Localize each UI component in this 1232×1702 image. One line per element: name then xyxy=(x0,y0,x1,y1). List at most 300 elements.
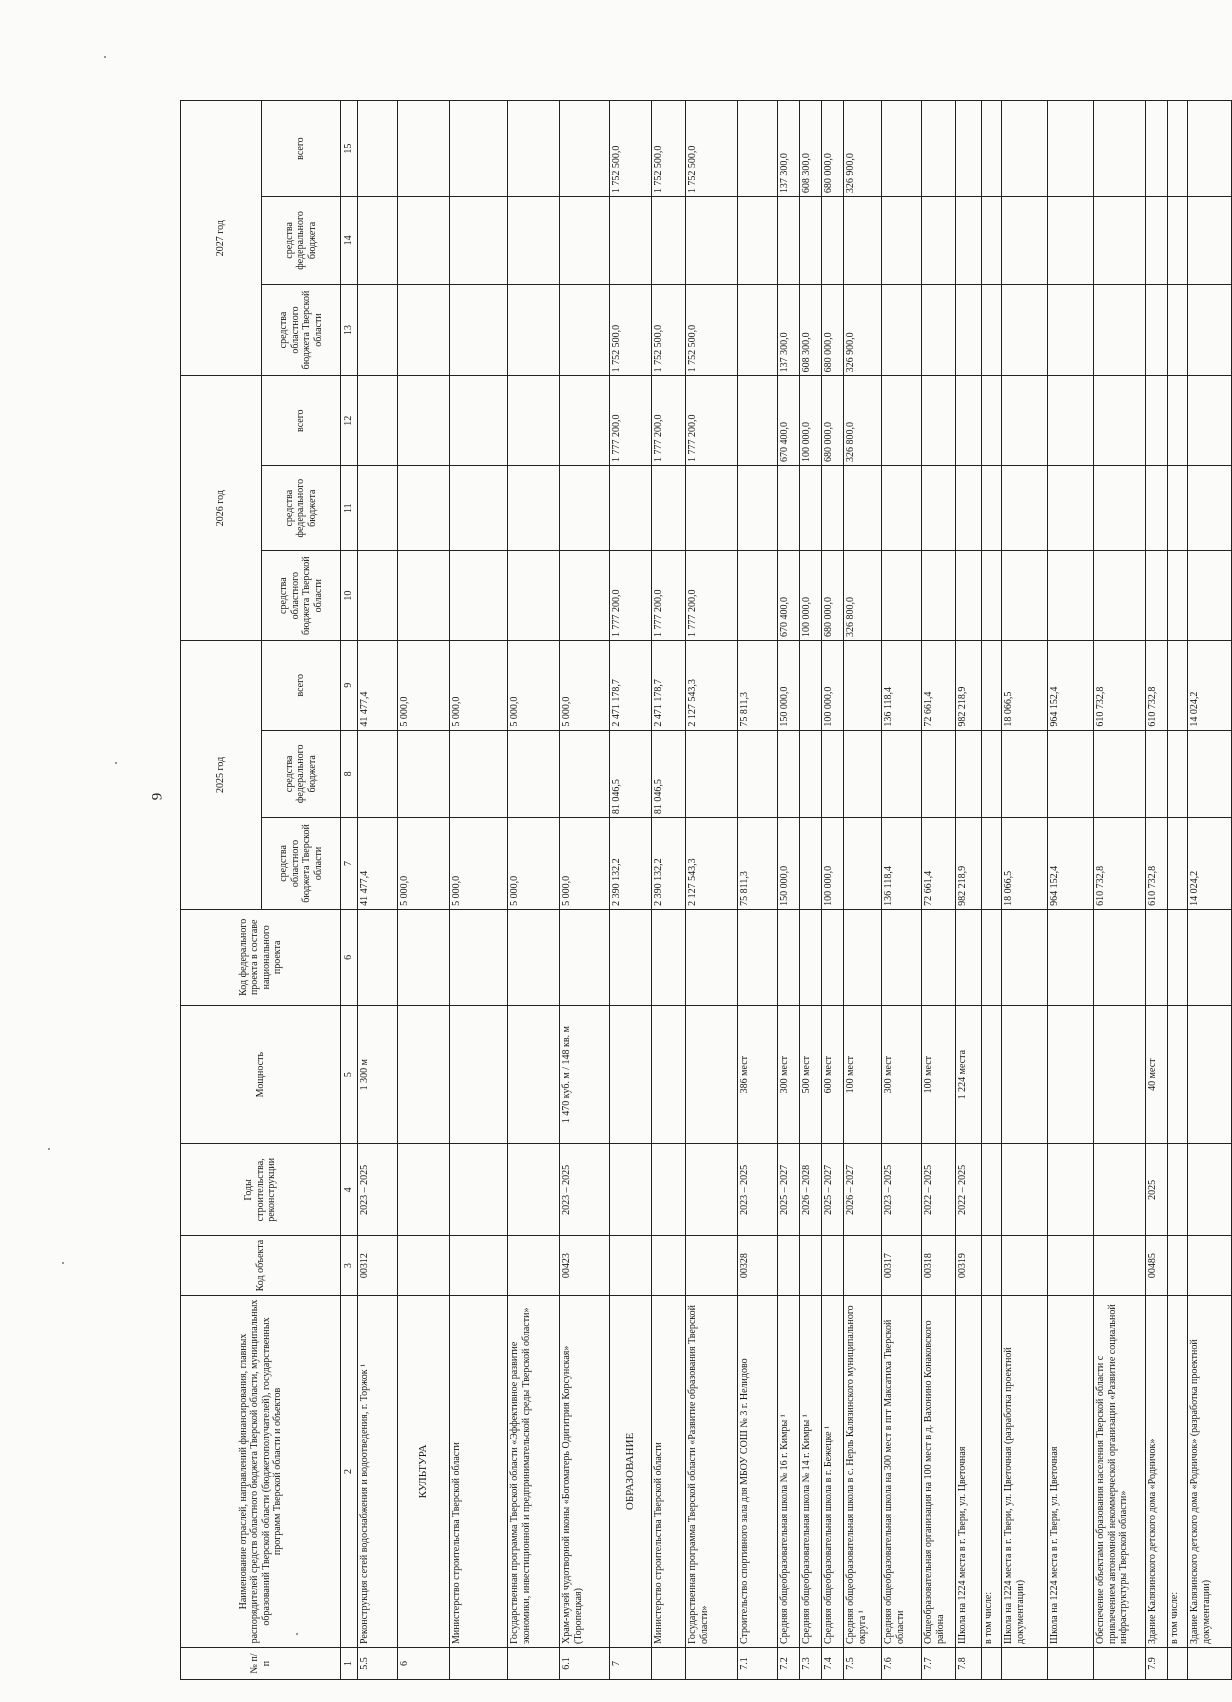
row-capacity: 600 мест xyxy=(822,1005,844,1144)
row-2026-federal xyxy=(450,466,508,551)
row-years xyxy=(610,1144,652,1236)
row-2027-regional: 137 300,0 xyxy=(778,284,800,376)
row-name: Здание Калязинского детского дома «Родничок» (разработка проектной документации) xyxy=(1188,1295,1232,1647)
row-capacity xyxy=(1048,1005,1094,1144)
row-capacity xyxy=(1188,1005,1232,1144)
row-2026-total xyxy=(1094,376,1146,466)
row-2027-federal xyxy=(398,197,450,284)
row-2025-total: 18 066,5 xyxy=(1002,640,1048,730)
row-name: Здание Калязинского детского дома «Родничок» xyxy=(1146,1295,1168,1647)
row-name: Строительство спортивного зала для МБОУ СОШ № 3 г. Нелидово xyxy=(738,1295,778,1647)
row-fed-project-code xyxy=(1002,909,1048,1005)
header-2026-regional: средства областного бюджета Тверской области xyxy=(262,551,341,641)
row-object-code xyxy=(1048,1236,1094,1296)
row-years: 2023 – 2025 xyxy=(738,1144,778,1236)
row-2027-regional xyxy=(1146,284,1168,376)
row-number xyxy=(1094,1648,1146,1680)
scan-speck xyxy=(104,56,106,58)
row-fed-project-code xyxy=(1168,909,1188,1005)
table-body xyxy=(358,101,1232,1680)
row-2026-federal xyxy=(1048,466,1094,551)
row-2026-total xyxy=(1002,376,1048,466)
row-2026-federal xyxy=(508,466,560,551)
row-2027-federal xyxy=(450,197,508,284)
row-2026-federal xyxy=(822,466,844,551)
header-year-2027: 2027 год xyxy=(181,101,262,376)
column-number: 12 xyxy=(341,376,358,466)
row-2025-total xyxy=(800,640,822,730)
table-row xyxy=(1188,101,1232,1680)
table-row xyxy=(822,101,844,1680)
row-2026-regional xyxy=(1146,551,1168,641)
row-object-code xyxy=(778,1236,800,1296)
row-2025-total: 150 000,0 xyxy=(778,640,800,730)
row-2027-regional xyxy=(738,284,778,376)
row-capacity: 1 300 м xyxy=(358,1005,398,1144)
table-row xyxy=(982,101,1002,1680)
row-capacity xyxy=(686,1005,738,1144)
table-header-row xyxy=(181,101,262,1680)
column-numbers-row xyxy=(341,101,358,1680)
row-2027-total xyxy=(450,101,508,197)
row-fed-project-code xyxy=(1188,909,1232,1005)
row-years: 2023 – 2025 xyxy=(560,1144,610,1236)
row-2027-federal xyxy=(610,197,652,284)
column-number: 7 xyxy=(341,818,358,910)
row-2027-total xyxy=(922,101,956,197)
row-years xyxy=(1002,1144,1048,1236)
row-2027-total xyxy=(508,101,560,197)
row-object-code: 00423 xyxy=(560,1236,610,1296)
row-2026-regional: 1 777 200,0 xyxy=(686,551,738,641)
row-2025-total: 5 000,0 xyxy=(560,640,610,730)
row-2027-regional: 608 300,0 xyxy=(800,284,822,376)
row-object-code xyxy=(844,1236,882,1296)
row-2025-total: 5 000,0 xyxy=(450,640,508,730)
row-2026-regional: 326 800,0 xyxy=(844,551,882,641)
row-2027-federal xyxy=(882,197,922,284)
row-2026-total xyxy=(358,376,398,466)
row-2025-federal xyxy=(922,730,956,817)
row-2026-federal xyxy=(800,466,822,551)
row-years xyxy=(1168,1144,1188,1236)
row-2026-regional: 680 000,0 xyxy=(822,551,844,641)
row-object-code xyxy=(822,1236,844,1296)
row-2026-federal xyxy=(610,466,652,551)
row-2025-total: 610 732,8 xyxy=(1146,640,1168,730)
header-object-code: Код объекта xyxy=(181,1236,341,1296)
row-object-code xyxy=(1002,1236,1048,1296)
column-number: 15 xyxy=(341,101,358,197)
header-year-2026: 2026 год xyxy=(181,376,262,641)
row-years: 2022 – 2025 xyxy=(922,1144,956,1236)
row-years: 2025 – 2027 xyxy=(822,1144,844,1236)
row-2027-federal xyxy=(560,197,610,284)
row-number xyxy=(1168,1648,1188,1680)
row-years xyxy=(1094,1144,1146,1236)
row-object-code xyxy=(450,1236,508,1296)
row-2025-total xyxy=(1168,640,1188,730)
table-row xyxy=(398,101,450,1680)
scan-speck xyxy=(115,762,117,764)
row-2027-regional xyxy=(508,284,560,376)
row-name: Министерство строительства Тверской области xyxy=(652,1295,686,1647)
row-2027-regional xyxy=(922,284,956,376)
row-2027-total xyxy=(1094,101,1146,197)
table-row xyxy=(844,101,882,1680)
table-row xyxy=(956,101,982,1680)
table-row xyxy=(652,101,686,1680)
table-row xyxy=(358,101,398,1680)
row-2025-total: 72 661,4 xyxy=(922,640,956,730)
row-2025-federal xyxy=(398,730,450,817)
row-2025-federal xyxy=(778,730,800,817)
row-2027-federal xyxy=(738,197,778,284)
row-number: 7.6 xyxy=(882,1648,922,1680)
row-name: Средняя общеобразовательная школа в с. Нерль Калязинского муниципального округа ¹ xyxy=(844,1295,882,1647)
row-fed-project-code xyxy=(450,909,508,1005)
row-name: Средняя общеобразовательная школа № 14 г. Кимры ¹ xyxy=(800,1295,822,1647)
row-number: 7.7 xyxy=(922,1648,956,1680)
row-2026-regional: 670 400,0 xyxy=(778,551,800,641)
row-2026-federal xyxy=(398,466,450,551)
row-name: Средняя общеобразовательная школа № 16 г. Кимры ¹ xyxy=(778,1295,800,1647)
row-2027-regional xyxy=(1094,284,1146,376)
column-number: 10 xyxy=(341,551,358,641)
row-2025-federal xyxy=(982,730,1002,817)
row-capacity xyxy=(1168,1005,1188,1144)
row-name: ОБРАЗОВАНИЕ xyxy=(610,1295,652,1647)
row-2027-total: 680 000,0 xyxy=(822,101,844,197)
row-2027-total xyxy=(1188,101,1232,197)
row-2026-total xyxy=(450,376,508,466)
row-2026-regional xyxy=(398,551,450,641)
row-object-code xyxy=(800,1236,822,1296)
row-2025-total: 2 471 178,7 xyxy=(652,640,686,730)
row-2025-federal: 81 046,5 xyxy=(652,730,686,817)
row-fed-project-code xyxy=(982,909,1002,1005)
row-number: 7.3 xyxy=(800,1648,822,1680)
row-2025-total: 2 471 178,7 xyxy=(610,640,652,730)
header-2027-federal: средства федерального бюджета xyxy=(262,197,341,284)
column-number: 13 xyxy=(341,284,358,376)
row-number: 5.5 xyxy=(358,1648,398,1680)
header-no: № п/п xyxy=(181,1648,341,1680)
row-2026-federal xyxy=(1146,466,1168,551)
row-2027-federal xyxy=(1168,197,1188,284)
row-name: Государственная программа Тверской области «Эффективное развитие экономики, инвестиционной и предпринимательской среды Тверской области» xyxy=(508,1295,560,1647)
row-2026-total xyxy=(1188,376,1232,466)
row-object-code xyxy=(1168,1236,1188,1296)
row-object-code xyxy=(982,1236,1002,1296)
row-2027-regional: 1 752 500,0 xyxy=(652,284,686,376)
row-2025-total: 610 732,8 xyxy=(1094,640,1146,730)
row-2027-federal xyxy=(778,197,800,284)
row-2025-federal xyxy=(822,730,844,817)
header-2025-total: всего xyxy=(262,640,341,730)
row-2025-regional: 5 000,0 xyxy=(508,818,560,910)
row-fed-project-code xyxy=(844,909,882,1005)
row-2025-federal xyxy=(1146,730,1168,817)
row-fed-project-code xyxy=(822,909,844,1005)
row-2025-regional: 982 218,9 xyxy=(956,818,982,910)
table-row xyxy=(508,101,560,1680)
row-capacity: 40 мест xyxy=(1146,1005,1168,1144)
row-2026-federal xyxy=(1094,466,1146,551)
row-object-code xyxy=(610,1236,652,1296)
table-row xyxy=(1048,101,1094,1680)
row-2026-total xyxy=(882,376,922,466)
row-2025-federal: 81 046,5 xyxy=(610,730,652,817)
row-2026-total: 100 000,0 xyxy=(800,376,822,466)
row-2026-federal xyxy=(778,466,800,551)
row-2025-federal xyxy=(1048,730,1094,817)
row-name: Школа на 1224 места в г. Твери, ул. Цветочная (разработка проектной документации) xyxy=(1002,1295,1048,1647)
row-object-code: 00319 xyxy=(956,1236,982,1296)
row-fed-project-code xyxy=(652,909,686,1005)
row-2026-regional: 100 000,0 xyxy=(800,551,822,641)
row-2025-federal xyxy=(686,730,738,817)
table-row xyxy=(1146,101,1168,1680)
row-2027-total xyxy=(358,101,398,197)
row-2025-federal xyxy=(1094,730,1146,817)
row-2026-federal xyxy=(652,466,686,551)
row-number xyxy=(686,1648,738,1680)
column-number: 8 xyxy=(341,730,358,817)
row-years: 2023 – 2025 xyxy=(882,1144,922,1236)
row-fed-project-code xyxy=(778,909,800,1005)
row-2026-federal xyxy=(1188,466,1232,551)
row-2025-federal xyxy=(508,730,560,817)
row-capacity xyxy=(610,1005,652,1144)
row-2025-federal xyxy=(844,730,882,817)
row-2025-total: 41 477,4 xyxy=(358,640,398,730)
row-2026-regional xyxy=(1002,551,1048,641)
row-2025-regional: 5 000,0 xyxy=(560,818,610,910)
row-2026-federal xyxy=(844,466,882,551)
row-number: 7.2 xyxy=(778,1648,800,1680)
header-years: Годы строительства, реконструкции xyxy=(181,1144,341,1236)
header-2025-federal: средства федерального бюджета xyxy=(262,730,341,817)
row-years: 2026 – 2027 xyxy=(844,1144,882,1236)
row-2027-total xyxy=(1002,101,1048,197)
row-2025-federal xyxy=(738,730,778,817)
row-fed-project-code xyxy=(560,909,610,1005)
row-2027-federal xyxy=(800,197,822,284)
row-2027-regional xyxy=(982,284,1002,376)
row-2027-federal xyxy=(844,197,882,284)
row-fed-project-code xyxy=(1048,909,1094,1005)
row-2025-regional: 41 477,4 xyxy=(358,818,398,910)
row-2025-total xyxy=(844,640,882,730)
row-2026-total xyxy=(738,376,778,466)
row-capacity xyxy=(508,1005,560,1144)
row-2027-total: 608 300,0 xyxy=(800,101,822,197)
row-2027-total xyxy=(982,101,1002,197)
row-2025-regional: 610 732,8 xyxy=(1094,818,1146,910)
row-2025-total: 75 811,3 xyxy=(738,640,778,730)
page-number: 9 xyxy=(149,792,166,801)
column-number: 6 xyxy=(341,909,358,1005)
row-name: Общеобразовательная организация на 100 мест в д. Вахонино Конаковского района xyxy=(922,1295,956,1647)
row-2025-total: 982 218,9 xyxy=(956,640,982,730)
row-2026-federal xyxy=(1002,466,1048,551)
row-number xyxy=(982,1648,1002,1680)
row-2025-regional: 2 390 132,2 xyxy=(610,818,652,910)
row-2026-regional xyxy=(450,551,508,641)
row-object-code xyxy=(1188,1236,1232,1296)
row-number: 7.1 xyxy=(738,1648,778,1680)
table-row xyxy=(560,101,610,1680)
row-2026-total xyxy=(508,376,560,466)
row-2027-regional xyxy=(560,284,610,376)
row-2026-regional xyxy=(922,551,956,641)
row-2027-total xyxy=(956,101,982,197)
row-2027-federal xyxy=(822,197,844,284)
row-2027-federal xyxy=(1146,197,1168,284)
row-2025-total: 5 000,0 xyxy=(508,640,560,730)
scan-speck xyxy=(48,1148,50,1150)
row-fed-project-code xyxy=(358,909,398,1005)
row-object-code xyxy=(1094,1236,1146,1296)
row-2025-federal xyxy=(1002,730,1048,817)
row-2025-regional: 14 024,2 xyxy=(1188,818,1232,910)
row-years: 2026 – 2028 xyxy=(800,1144,822,1236)
row-2026-total: 670 400,0 xyxy=(778,376,800,466)
row-2026-total xyxy=(1168,376,1188,466)
document-page xyxy=(180,100,1212,1680)
row-2026-total xyxy=(922,376,956,466)
row-2027-regional: 326 900,0 xyxy=(844,284,882,376)
row-2027-total xyxy=(560,101,610,197)
row-fed-project-code xyxy=(882,909,922,1005)
row-2026-total: 326 800,0 xyxy=(844,376,882,466)
row-2025-regional xyxy=(800,818,822,910)
row-2025-total: 14 024,2 xyxy=(1188,640,1232,730)
row-2026-federal xyxy=(560,466,610,551)
header-2027-regional: средства областного бюджета Тверской области xyxy=(262,284,341,376)
row-2026-regional: 1 777 200,0 xyxy=(610,551,652,641)
row-object-code xyxy=(398,1236,450,1296)
row-name: в том числе: xyxy=(982,1295,1002,1647)
row-2027-regional xyxy=(1188,284,1232,376)
row-2026-regional: 1 777 200,0 xyxy=(652,551,686,641)
row-fed-project-code xyxy=(1146,909,1168,1005)
row-2027-federal xyxy=(1094,197,1146,284)
header-2027-total: всего xyxy=(262,101,341,197)
row-name: Средняя общеобразовательная школа в г. Бежецке ¹ xyxy=(822,1295,844,1647)
column-number: 9 xyxy=(341,640,358,730)
row-2025-regional xyxy=(982,818,1002,910)
row-2027-federal xyxy=(922,197,956,284)
row-2027-federal xyxy=(652,197,686,284)
row-name: в том числе: xyxy=(1168,1295,1188,1647)
row-2025-regional: 18 066,5 xyxy=(1002,818,1048,910)
row-years xyxy=(398,1144,450,1236)
row-years xyxy=(1048,1144,1094,1236)
row-name: Обеспечение объектами образования населения Тверской области с привлечением автономной некоммерческой организации «Развитие социальной инфраструктуры Тверской области» xyxy=(1094,1295,1146,1647)
row-fed-project-code xyxy=(800,909,822,1005)
row-years xyxy=(508,1144,560,1236)
row-number: 7 xyxy=(610,1648,652,1680)
row-2027-regional: 1 752 500,0 xyxy=(610,284,652,376)
row-2027-regional xyxy=(398,284,450,376)
row-2027-regional xyxy=(450,284,508,376)
row-number xyxy=(652,1648,686,1680)
header-year-2025: 2025 год xyxy=(181,640,262,909)
row-fed-project-code xyxy=(610,909,652,1005)
row-2026-regional xyxy=(358,551,398,641)
row-number: 7.4 xyxy=(822,1648,844,1680)
column-number: 11 xyxy=(341,466,358,551)
row-2025-regional: 5 000,0 xyxy=(398,818,450,910)
row-2025-regional: 964 152,4 xyxy=(1048,818,1094,910)
rotated-table-wrapper xyxy=(180,100,1212,1680)
row-2025-total: 2 127 543,3 xyxy=(686,640,738,730)
row-2027-regional: 680 000,0 xyxy=(822,284,844,376)
row-2026-regional xyxy=(1048,551,1094,641)
row-2025-regional: 5 000,0 xyxy=(450,818,508,910)
row-2026-regional xyxy=(738,551,778,641)
row-capacity xyxy=(982,1005,1002,1144)
header-capacity: Мощность xyxy=(181,1005,341,1144)
row-2026-total xyxy=(1048,376,1094,466)
row-capacity: 1 224 места xyxy=(956,1005,982,1144)
row-capacity: 100 мест xyxy=(922,1005,956,1144)
row-2025-regional: 100 000,0 xyxy=(822,818,844,910)
header-name: Наименование отраслей, направлений финансирования, главных распорядителей средств областного бюджета Тверской области, муниципальных образований Тверской области (бюджетополучателей), государственных программ Тверской области и объектов xyxy=(181,1295,341,1647)
row-2026-regional xyxy=(1188,551,1232,641)
row-2026-federal xyxy=(882,466,922,551)
row-2025-federal xyxy=(450,730,508,817)
header-2025-regional: средства областного бюджета Тверской области xyxy=(262,818,341,910)
row-2027-federal xyxy=(1048,197,1094,284)
row-2027-total xyxy=(1168,101,1188,197)
column-number: 14 xyxy=(341,197,358,284)
row-2025-federal xyxy=(1188,730,1232,817)
row-2027-federal xyxy=(982,197,1002,284)
row-2025-total: 964 152,4 xyxy=(1048,640,1094,730)
row-name: Министерство строительства Тверской области xyxy=(450,1295,508,1647)
row-number: 7.5 xyxy=(844,1648,882,1680)
row-2027-total: 1 752 500,0 xyxy=(686,101,738,197)
row-capacity xyxy=(1002,1005,1048,1144)
row-2026-federal xyxy=(982,466,1002,551)
row-years: 2023 – 2025 xyxy=(358,1144,398,1236)
row-2027-total xyxy=(1048,101,1094,197)
row-fed-project-code xyxy=(398,909,450,1005)
row-name: Школа на 1224 места в г. Твери, ул. Цветочная xyxy=(956,1295,982,1647)
row-2025-total: 136 118,4 xyxy=(882,640,922,730)
row-years xyxy=(686,1144,738,1236)
column-number: 5 xyxy=(341,1005,358,1144)
row-years: 2025 xyxy=(1146,1144,1168,1236)
table-row xyxy=(686,101,738,1680)
row-2027-federal xyxy=(956,197,982,284)
row-2025-total: 5 000,0 xyxy=(398,640,450,730)
row-capacity: 300 мест xyxy=(882,1005,922,1144)
column-number: 3 xyxy=(341,1236,358,1296)
row-object-code: 00312 xyxy=(358,1236,398,1296)
row-2025-federal xyxy=(800,730,822,817)
row-2027-total: 1 752 500,0 xyxy=(610,101,652,197)
row-2027-total: 137 300,0 xyxy=(778,101,800,197)
row-capacity: 386 мест xyxy=(738,1005,778,1144)
row-2027-total xyxy=(738,101,778,197)
row-2026-total xyxy=(398,376,450,466)
row-2027-regional xyxy=(358,284,398,376)
row-2026-total: 1 777 200,0 xyxy=(686,376,738,466)
